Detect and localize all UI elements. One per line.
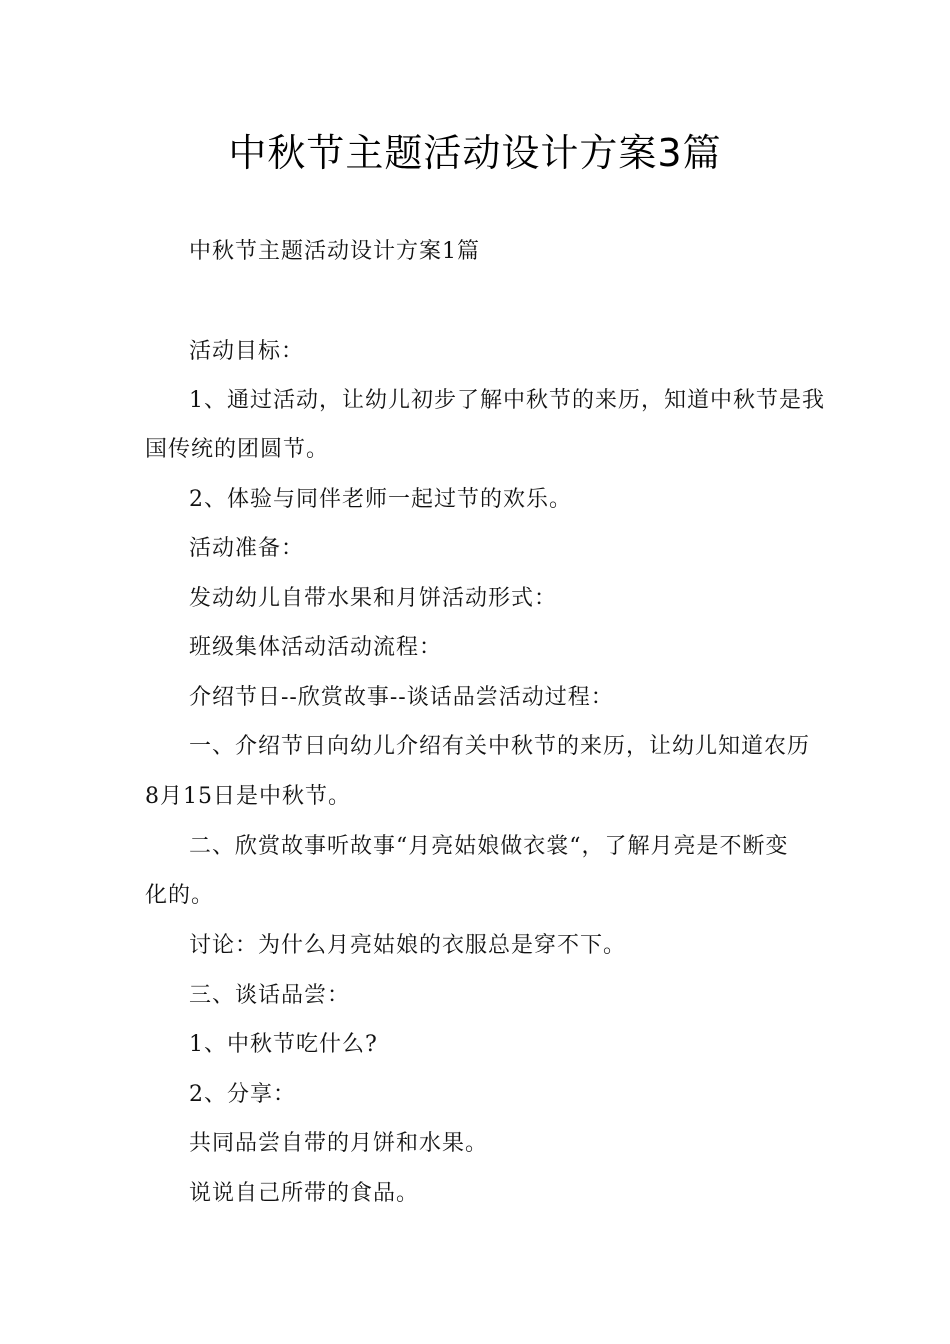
paragraph-line: 班级集体活动活动流程： <box>189 635 443 660</box>
paragraph-line: 化的。 <box>145 883 215 908</box>
paragraph-line: 2、体验与同伴老师一起过节的欢乐。 <box>189 487 572 512</box>
paragraph-line: 一、介绍节日向幼儿介绍有关中秋节的来历，让幼儿知道农历 <box>189 734 811 759</box>
paragraph-line: 三、谈话品尝： <box>189 983 351 1008</box>
paragraph-line: 讨论：为什么月亮姑娘的衣服总是穿不下。 <box>189 933 627 958</box>
paragraph-line: 8月15日是中秋节。 <box>145 784 351 809</box>
paragraph-line: 发动幼儿自带水果和月饼活动形式： <box>189 586 558 611</box>
paragraph-line: 说说自己所带的食品。 <box>189 1181 420 1206</box>
paragraph-line: 介绍节日--欣赏故事--谈话品尝活动过程： <box>189 685 614 710</box>
paragraph-line: 二、欣赏故事听故事“月亮姑娘做衣裳“，了解月亮是不断变 <box>189 834 789 859</box>
paragraph-line: 活动目标： <box>189 339 305 364</box>
paragraph-line: 2、分享： <box>189 1082 296 1107</box>
paragraph-line: 活动准备： <box>189 536 305 561</box>
paragraph-line: 1、通过活动，让幼儿初步了解中秋节的来历，知道中秋节是我 <box>189 388 825 413</box>
paragraph-line: 1、中秋节吃什么? <box>189 1032 378 1057</box>
section-subtitle: 中秋节主题活动设计方案1篇 <box>189 239 480 264</box>
paragraph-line: 国传统的团圆节。 <box>145 437 330 462</box>
document-title: 中秋节主题活动设计方案3篇 <box>228 131 722 175</box>
paragraph-line: 共同品尝自带的月饼和水果。 <box>189 1131 489 1156</box>
